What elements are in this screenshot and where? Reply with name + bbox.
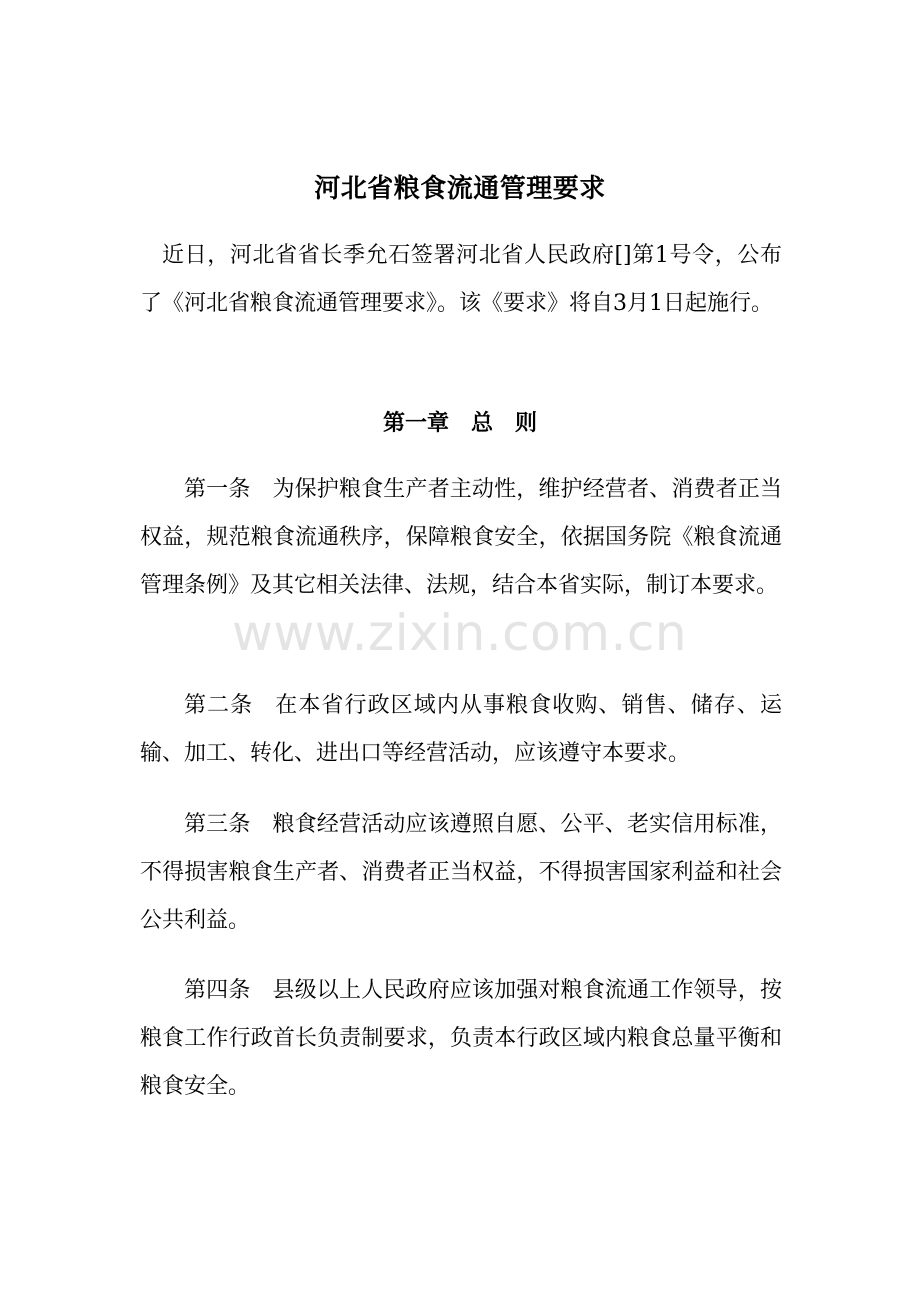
article-label: 第四条 — [184, 978, 251, 1003]
article-3 — [140, 801, 782, 945]
article-text: 在本省行政区域内从事粮食收购、销售、储存、运输、加工、转化、进出口等经营活动，应该遵守本要求。 — [140, 693, 782, 766]
intro-paragraph: 近日，河北省省长季允石签署河北省人民政府[]第1号令，公布了《河北省粮食流通管理要求》。该《要求》将自3月1日起施行。 — [140, 243, 782, 316]
article-label: 第三条 — [184, 812, 251, 837]
article-label: 第一条 — [184, 477, 251, 502]
document-title: 河北省粮食流通管理要求 — [314, 174, 606, 204]
article-4 — [140, 967, 782, 1111]
article-1 — [140, 466, 782, 610]
watermark: www.zixin.com.cn — [232, 604, 688, 662]
article-text: 粮食经营活动应该遵照自愿、公平、老实信用标准，不得损害粮食生产者、消费者正当权益，不得损害国家利益和社会公共利益。 — [140, 812, 782, 933]
article-text: 县级以上人民政府应该加强对粮食流通工作领导，按粮食工作行政首长负责制要求，负责本行政区域内粮食总量平衡和粮食安全。 — [140, 978, 782, 1099]
article-2 — [140, 682, 782, 778]
chapter-heading: 第一章 总 则 — [382, 410, 537, 436]
article-text: 为保护粮食生产者主动性，维护经营者、消费者正当权益，规范粮食流通秩序，保障粮食安全，依据国务院《粮食流通管理条例》及其它相关法律、法规，结合本省实际，制订本要求。 — [140, 477, 782, 598]
article-label: 第二条 — [184, 693, 254, 718]
